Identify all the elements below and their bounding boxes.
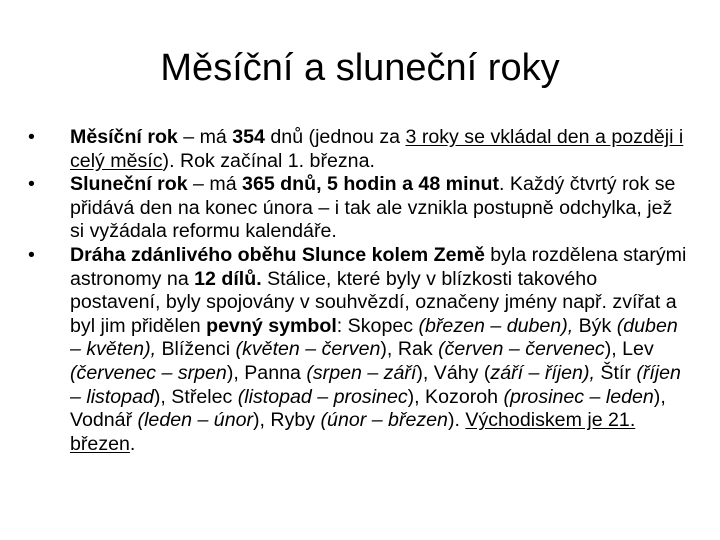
slide-title: Měsíční a sluneční roky <box>160 47 560 89</box>
slide-content <box>28 126 690 456</box>
date-range: (listopad – prosinec <box>237 385 408 408</box>
bullet-icon: • <box>28 173 35 196</box>
date-range: (únor – březen <box>320 409 448 432</box>
date-range: (červen – červenec <box>438 338 605 361</box>
text-segment: Blíženci <box>156 338 236 361</box>
text-segment: ), Lev <box>604 338 654 361</box>
text-segment: ). <box>447 409 466 432</box>
date-range: (leden – únor <box>137 409 254 432</box>
text-segment: dnů (jednou za <box>264 126 406 148</box>
text-segment: ), Ryby <box>253 409 321 432</box>
text-segment: ). Rok začínal 1. března. <box>162 149 375 172</box>
text-segment: . <box>129 432 136 455</box>
bullet-item-solar-year <box>28 173 690 244</box>
text-segment: . Každý čtvrtý rok se přidává den na konec února – i tak ale vznikla postupně odchylka, jež si vyžádala reformu kalendáře. <box>70 173 676 243</box>
bullet-item-lunar-year <box>28 126 690 173</box>
text-segment: byla rozdělena starými astronomy na <box>70 243 687 290</box>
term-lunar-year: Měsíční rok <box>70 126 178 148</box>
date-range: (říjen – listopad <box>70 361 681 408</box>
text-segment: ), Váhy ( <box>416 361 491 384</box>
text-segment: ), Střelec <box>153 385 238 408</box>
value-354: 354 <box>232 126 265 148</box>
underlined-text: Východiskem je 21. březen <box>70 409 636 455</box>
text-segment: ), Panna <box>226 361 307 384</box>
text-segment: – má <box>177 126 233 148</box>
text-segment: Štír <box>594 361 637 384</box>
text-segment: ), Kozoroh <box>407 385 504 408</box>
term-ecliptic: Dráha zdánlivého oběhu Slunce kolem Země <box>70 243 485 266</box>
term-solar-year: Sluneční rok <box>70 173 188 196</box>
value-12-parts: 12 dílů. <box>194 267 262 290</box>
text-segment: ), Vodnář <box>70 385 666 432</box>
date-range: (prosinec – leden <box>503 385 654 408</box>
text-segment: Stálice, které byly v blízkosti takového postavení, byly spojovány v souhvězdí, označeny jmény např. zvířat a byl jim přidělen <box>70 267 677 337</box>
bullet-icon: • <box>28 243 35 266</box>
date-range: (březen – duben), <box>418 314 574 337</box>
underlined-text: 3 roky se vkládal den a později i celý měsíc <box>70 126 684 172</box>
date-range: (červenec – srpen <box>70 361 227 384</box>
date-range: (květen – červen <box>235 338 381 361</box>
term-fixed-symbol: pevný symbol <box>206 314 337 337</box>
bullet-list <box>28 126 690 456</box>
bullet-item-zodiac <box>28 244 690 456</box>
date-range: (srpen – září <box>306 361 417 384</box>
date-range: září – říjen), <box>490 361 595 384</box>
date-range: (duben – květen), <box>70 314 678 361</box>
text-segment: – má <box>187 173 243 196</box>
text-segment: ), Rak <box>380 338 439 361</box>
value-solar-length: 365 dnů, 5 hodin a 48 minut <box>242 173 499 196</box>
text-segment: : Skopec <box>336 314 419 337</box>
text-segment: Býk <box>573 314 617 337</box>
bullet-icon: • <box>28 126 35 148</box>
